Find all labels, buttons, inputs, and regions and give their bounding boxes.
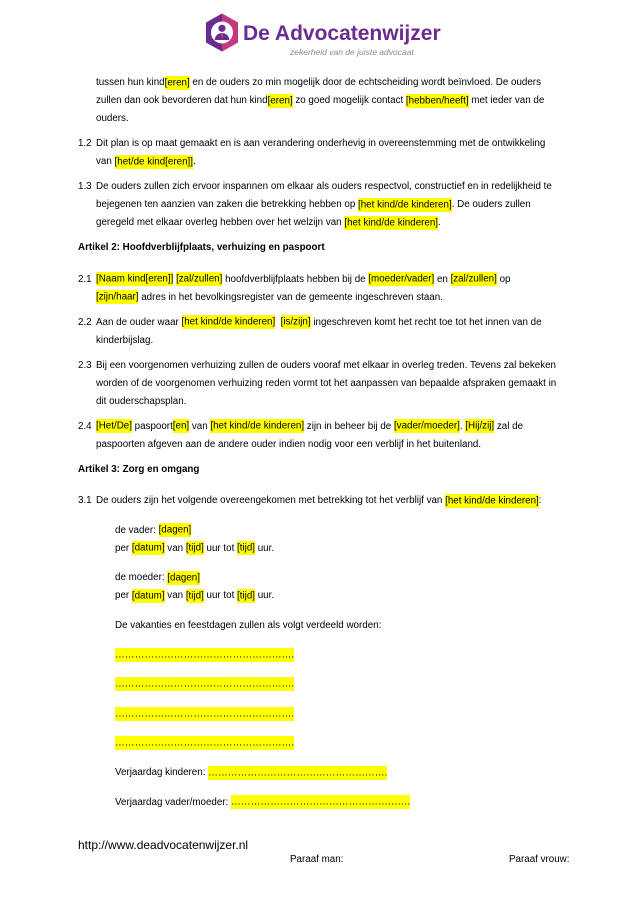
- schedule-entry: [78, 705, 578, 723]
- placeholder-highlight: [het/de kind[eren]]: [114, 156, 193, 167]
- clause-number: 1.2: [78, 138, 92, 149]
- text-segment: uur.: [254, 590, 275, 601]
- text-segment: ingeschreven komt het recht toe tot het innen van de: [310, 316, 542, 328]
- document-line: [78, 569, 578, 587]
- document-line: [78, 705, 578, 723]
- text-segment: van: [96, 156, 115, 167]
- clause-2-3: [78, 357, 578, 411]
- document-line: [78, 587, 578, 605]
- document-line: [78, 135, 578, 153]
- text-segment: zo goed mogelijk contact: [292, 95, 406, 106]
- document-line: [78, 74, 578, 92]
- document-line: [78, 418, 578, 436]
- text-segment: per: [115, 542, 132, 554]
- document-line: [78, 214, 578, 232]
- document-line: [78, 92, 578, 110]
- footer-url: http://www.deadvocatenwijzer.nl: [78, 838, 249, 852]
- schedule-entry: [78, 646, 578, 664]
- text-segment: zal de: [494, 420, 524, 432]
- placeholder-highlight: [tijd]: [237, 590, 255, 601]
- brand-tagline: zekerheid van de juiste advocaat: [290, 47, 414, 57]
- placeholder-highlight: [zal/zullen]: [450, 273, 497, 285]
- placeholder-highlight: ……………………………………………….: [208, 767, 388, 778]
- document-line: [78, 375, 578, 393]
- advocate-hexagon-icon: [205, 12, 239, 53]
- heading-text: Artikel 3: Zorg en omgang: [78, 463, 200, 475]
- text-segment: uur tot: [203, 590, 238, 601]
- text-segment: Bij een voorgenomen verhuizing zullen de ouders vooraf met elkaar in overleg treden. Tevens zal bekeken: [96, 359, 557, 371]
- clause-2-4: [78, 418, 578, 454]
- brand-name: De Advocatenwijzer: [243, 22, 441, 45]
- placeholder-highlight: [zal/zullen]: [176, 273, 223, 285]
- document-line: [78, 764, 578, 782]
- placeholder-highlight: [is/zijn]: [280, 316, 311, 328]
- document-line: [78, 271, 578, 289]
- placeholder-highlight: ……………………………………………….: [115, 737, 295, 749]
- document-line: [78, 196, 578, 214]
- document-line: [78, 794, 578, 812]
- placeholder-highlight: [tijd]: [237, 542, 255, 554]
- clause-2-2: [78, 314, 578, 350]
- placeholder-highlight: ……………………………………………….: [115, 708, 295, 719]
- document-line: [78, 492, 578, 510]
- clause-1-2: [78, 135, 578, 171]
- placeholder-highlight: [eren]: [267, 95, 293, 106]
- placeholder-highlight: [het kind/de kinderen]: [344, 217, 439, 228]
- text-segment: dit ouderschapsplan.: [96, 395, 187, 407]
- text-segment: zullen dan ook bevorderen dat hun kind: [96, 95, 268, 106]
- document-line: [78, 332, 578, 350]
- schedule-entry: [78, 764, 578, 782]
- document-line: [78, 110, 578, 128]
- text-segment: [275, 317, 280, 328]
- text-segment: .: [438, 217, 441, 228]
- text-segment: en de ouders zo min mogelijk door de echtscheiding wordt beïnvloed. De ouders: [189, 77, 541, 88]
- document-line: [78, 540, 578, 558]
- clause-1-3: [78, 178, 578, 232]
- text-segment: De vakanties en feestdagen zullen als volgt verdeeld worden:: [115, 619, 382, 631]
- document-line: [78, 436, 578, 454]
- placeholder-highlight: ……………………………………………….: [115, 649, 295, 660]
- placeholder-highlight: [datum]: [131, 542, 165, 554]
- text-segment: uur tot: [203, 542, 238, 554]
- text-segment: De ouders zullen zich ervoor inspannen om elkaar als ouders respectvol, constructief en in redelijkheid te: [96, 181, 552, 192]
- clause-number: 3.1: [78, 495, 92, 506]
- text-segment: van: [189, 420, 211, 432]
- text-segment: van: [164, 542, 186, 554]
- document-line: [78, 646, 578, 664]
- placeholder-highlight: [het kind/de kinderen]: [445, 495, 539, 506]
- text-segment: en: [434, 273, 451, 285]
- placeholder-highlight: [hebben/heeft]: [405, 95, 469, 106]
- placeholder-highlight: [moeder/vader]: [368, 273, 435, 285]
- text-segment: .: [459, 420, 466, 432]
- schedule-entry: [78, 569, 578, 605]
- placeholder-highlight: [zijn/haar]: [96, 291, 139, 303]
- document-line: [78, 289, 578, 307]
- text-segment: Dit plan is op maat gemaakt en is aan verandering onderhevig in overeenstemming met de ontwikkeling: [96, 138, 546, 149]
- placeholder-highlight: [het kind/de kinderen]: [358, 199, 452, 210]
- article-heading: [78, 461, 578, 479]
- document-line: [78, 178, 578, 196]
- document-line: [78, 357, 578, 375]
- text-segment: op: [496, 273, 511, 285]
- document-line: [78, 676, 578, 694]
- document-line: [78, 314, 578, 332]
- text-segment: ouders.: [96, 113, 129, 124]
- text-segment: paspoorten afgeven aan de andere ouder indien nodig voor een verblijf in het buitenland.: [96, 438, 482, 450]
- text-segment: kinderbijslag.: [96, 334, 154, 346]
- text-segment: de moeder:: [115, 572, 168, 583]
- paraaf-man-label: Paraaf man:: [290, 854, 344, 865]
- schedule-entry: [78, 522, 578, 558]
- placeholder-highlight: [tijd]: [185, 590, 204, 601]
- clause-2-1: [78, 271, 578, 307]
- text-segment: paspoort: [131, 420, 173, 432]
- placeholder-highlight: [datum]: [131, 590, 165, 601]
- schedule-entry: [78, 676, 578, 694]
- clause-continuation: [78, 74, 578, 128]
- text-segment: adres in het bevolkingsregister van de gemeente ingeschreven staan.: [138, 291, 443, 303]
- text-segment: .: [192, 156, 196, 167]
- text-segment: . De ouders zullen: [451, 199, 531, 210]
- brand-logo: [203, 12, 443, 62]
- schedule-entry: [78, 735, 578, 753]
- placeholder-highlight: [Naam kind[eren]]: [96, 273, 174, 285]
- text-segment: worden of de voorgenomen verhuizing reden vormt tot het aanpassen van bepaalde afspraken gemaakt in: [96, 377, 557, 389]
- text-segment: De ouders zijn het volgende overeengekomen met betrekking tot het verblijf van: [96, 495, 446, 506]
- document-body: [78, 74, 578, 812]
- clause-number: 2.1: [78, 273, 92, 285]
- placeholder-highlight: ……………………………………………….: [115, 678, 295, 690]
- placeholder-highlight: [het kind/de kinderen]: [210, 420, 305, 432]
- text-segment: bejegenen ten aanzien van zaken die betrekking hebben op: [96, 199, 358, 210]
- placeholder-highlight: [tijd]: [185, 542, 204, 554]
- placeholder-highlight: [dagen]: [167, 572, 200, 583]
- heading-text: Artikel 2: Hoofdverblijfplaats, verhuizing en paspoort: [78, 242, 325, 253]
- clause-number: 2.2: [78, 316, 92, 328]
- placeholder-highlight: [vader/moeder]: [393, 420, 460, 432]
- text-segment: hoofdverblijfplaats hebben bij de: [222, 273, 369, 285]
- document-line: [78, 153, 578, 171]
- text-segment: Verjaardag vader/moeder:: [115, 796, 231, 808]
- text-segment: :: [538, 495, 542, 506]
- document-line: [78, 617, 578, 635]
- placeholder-highlight: [Hij/zij]: [465, 420, 495, 432]
- placeholder-highlight: ……………………………………………….: [231, 796, 411, 808]
- placeholder-highlight: [dagen]: [158, 524, 192, 536]
- text-segment: de vader:: [115, 524, 159, 536]
- text-segment: Verjaardag kinderen:: [115, 767, 209, 778]
- text-segment: met ieder van de: [468, 95, 545, 106]
- clause-3-1: [78, 492, 578, 510]
- text-segment: uur.: [254, 542, 275, 554]
- schedule-entry: [78, 794, 578, 812]
- clause-number: 2.4: [78, 420, 92, 432]
- text-segment: per: [115, 590, 132, 601]
- clause-number: 1.3: [78, 181, 92, 192]
- document-line: [78, 735, 578, 753]
- document-line: [78, 522, 578, 540]
- paraaf-vrouw-label: Paraaf vrouw:: [509, 854, 570, 865]
- placeholder-highlight: [en]: [172, 420, 190, 432]
- text-segment: tussen hun kind: [96, 77, 165, 88]
- text-segment: van: [164, 590, 186, 601]
- article-heading: [78, 239, 578, 257]
- document-line: [78, 393, 578, 411]
- placeholder-highlight: [het kind/de kinderen]: [181, 316, 276, 328]
- placeholder-highlight: [Het/De]: [96, 420, 132, 432]
- schedule-entry: [78, 617, 578, 635]
- text-segment: Aan de ouder waar: [96, 316, 182, 328]
- text-segment: zijn in beheer bij de: [304, 420, 394, 432]
- placeholder-highlight: [eren]: [164, 77, 190, 88]
- clause-number: 2.3: [78, 359, 92, 371]
- text-segment: geregeld met elkaar overleg hebben over het welzijn van: [96, 217, 345, 228]
